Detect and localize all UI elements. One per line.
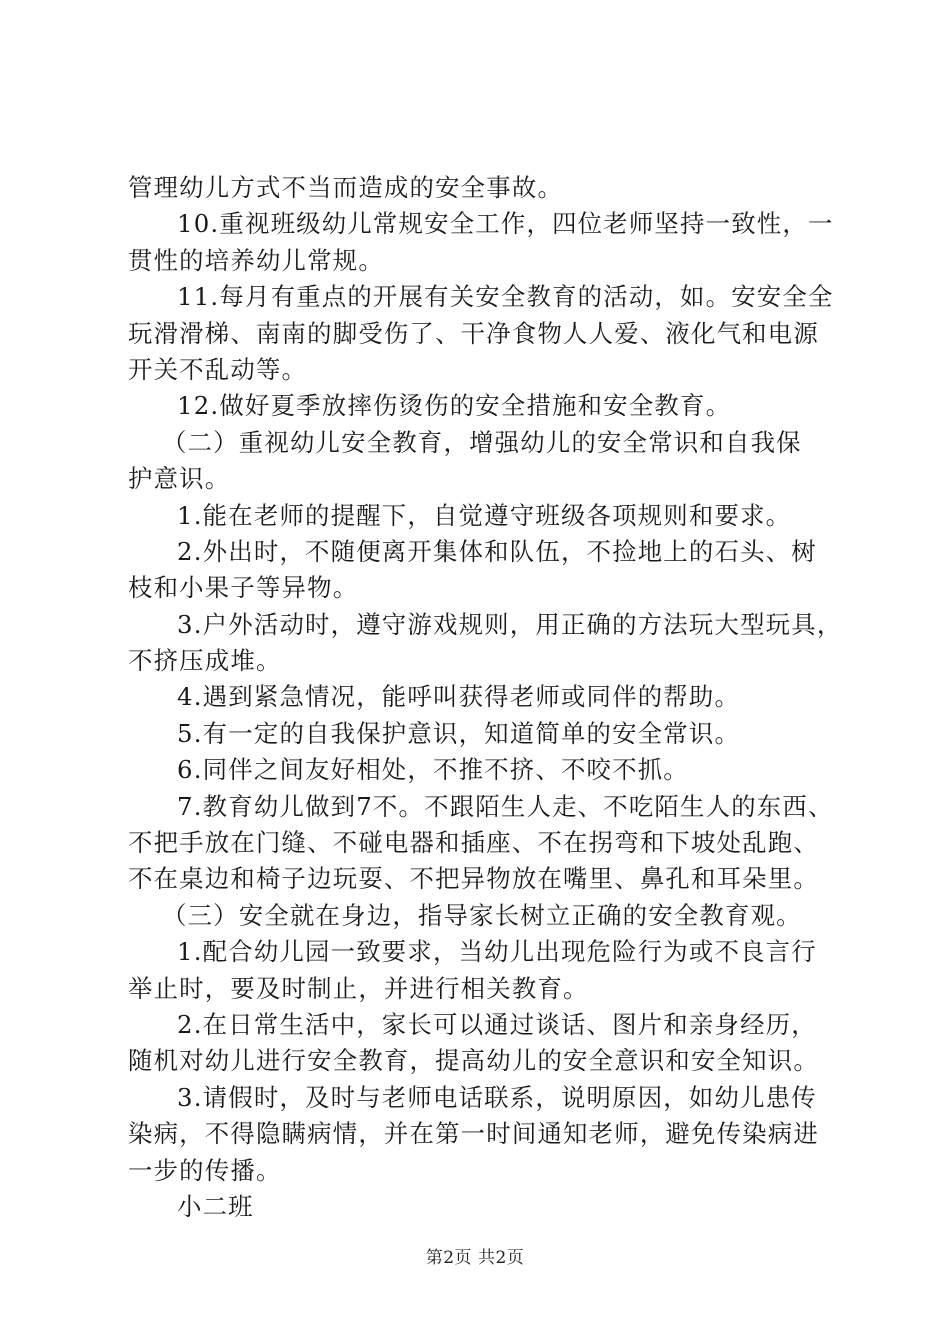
text-line: 染病，不得隐瞒病情，并在第一时间通知老师，避免传染病进: [128, 1119, 819, 1149]
text-line: 5.有一定的自我保护意识，知道简单的安全常识。: [177, 718, 741, 748]
text-line: 玩滑滑梯、南南的脚受伤了、干净食物人人爱、液化气和电源: [128, 318, 819, 348]
text-line: 6.同伴之间友好相处，不推不挤、不咬不抓。: [177, 755, 689, 785]
text-line: 10.重视班级幼儿常规安全工作，四位老师坚持一致性，一: [177, 209, 834, 239]
text-line: 1.能在老师的提醒下，自觉遵守班级各项规则和要求。: [177, 500, 792, 530]
document-body: [128, 170, 843, 1225]
text-line: 枝和小果子等异物。: [128, 573, 359, 603]
text-line: 不挤压成堆。: [128, 646, 282, 676]
text-line: 11.每月有重点的开展有关安全教育的活动，如。安安全全: [177, 282, 834, 312]
text-line: 1.配合幼儿园一致要求，当幼儿出现危险行为或不良言行: [177, 937, 817, 967]
text-line: 2.在日常生活中，家长可以通过谈话、图片和亲身经历，: [177, 1009, 817, 1039]
text-line: 护意识。: [128, 464, 231, 494]
text-line: 3.户外活动时，遵守游戏规则，用正确的方法玩大型玩具，: [177, 609, 843, 639]
text-line: 不在桌边和椅子边玩耍、不把异物放在嘴里、鼻孔和耳朵里。: [128, 864, 819, 894]
text-line: 贯性的培养幼儿常规。: [128, 245, 384, 275]
page-footer: 第2页 共2页: [425, 1248, 525, 1268]
text-line: 一步的传播。: [128, 1155, 282, 1185]
text-line: 管理幼儿方式不当而造成的安全事故。: [128, 173, 564, 202]
text-line: （二）重视幼儿安全教育，增强幼儿的安全常识和自我保: [162, 427, 802, 457]
text-line: 3.请假时，及时与老师电话联系，说明原因，如幼儿患传: [177, 1082, 817, 1112]
text-line: 随机对幼儿进行安全教育，提高幼儿的安全意识和安全知识。: [128, 1046, 819, 1076]
text-line: 7.教育幼儿做到7不。不跟陌生人走、不吃陌生人的东西、: [177, 791, 834, 821]
text-line: 12.做好夏季放摔伤烫伤的安全措施和安全教育。: [177, 391, 732, 421]
text-line: 不把手放在门缝、不碰电器和插座、不在拐弯和下坡处乱跑、: [128, 828, 819, 858]
text-line: 2.外出时，不随便离开集体和队伍，不捡地上的石头、树: [177, 536, 817, 566]
text-line: 4.遇到紧急情况，能呼叫获得老师或同伴的帮助。: [177, 682, 741, 712]
text-line: 小二班: [177, 1191, 254, 1221]
text-line: 开关不乱动等。: [128, 354, 308, 384]
text-line: （三）安全就在身边，指导家长树立正确的安全教育观。: [162, 900, 802, 930]
text-line: 举止时，要及时制止，并进行相关教育。: [128, 973, 589, 1003]
